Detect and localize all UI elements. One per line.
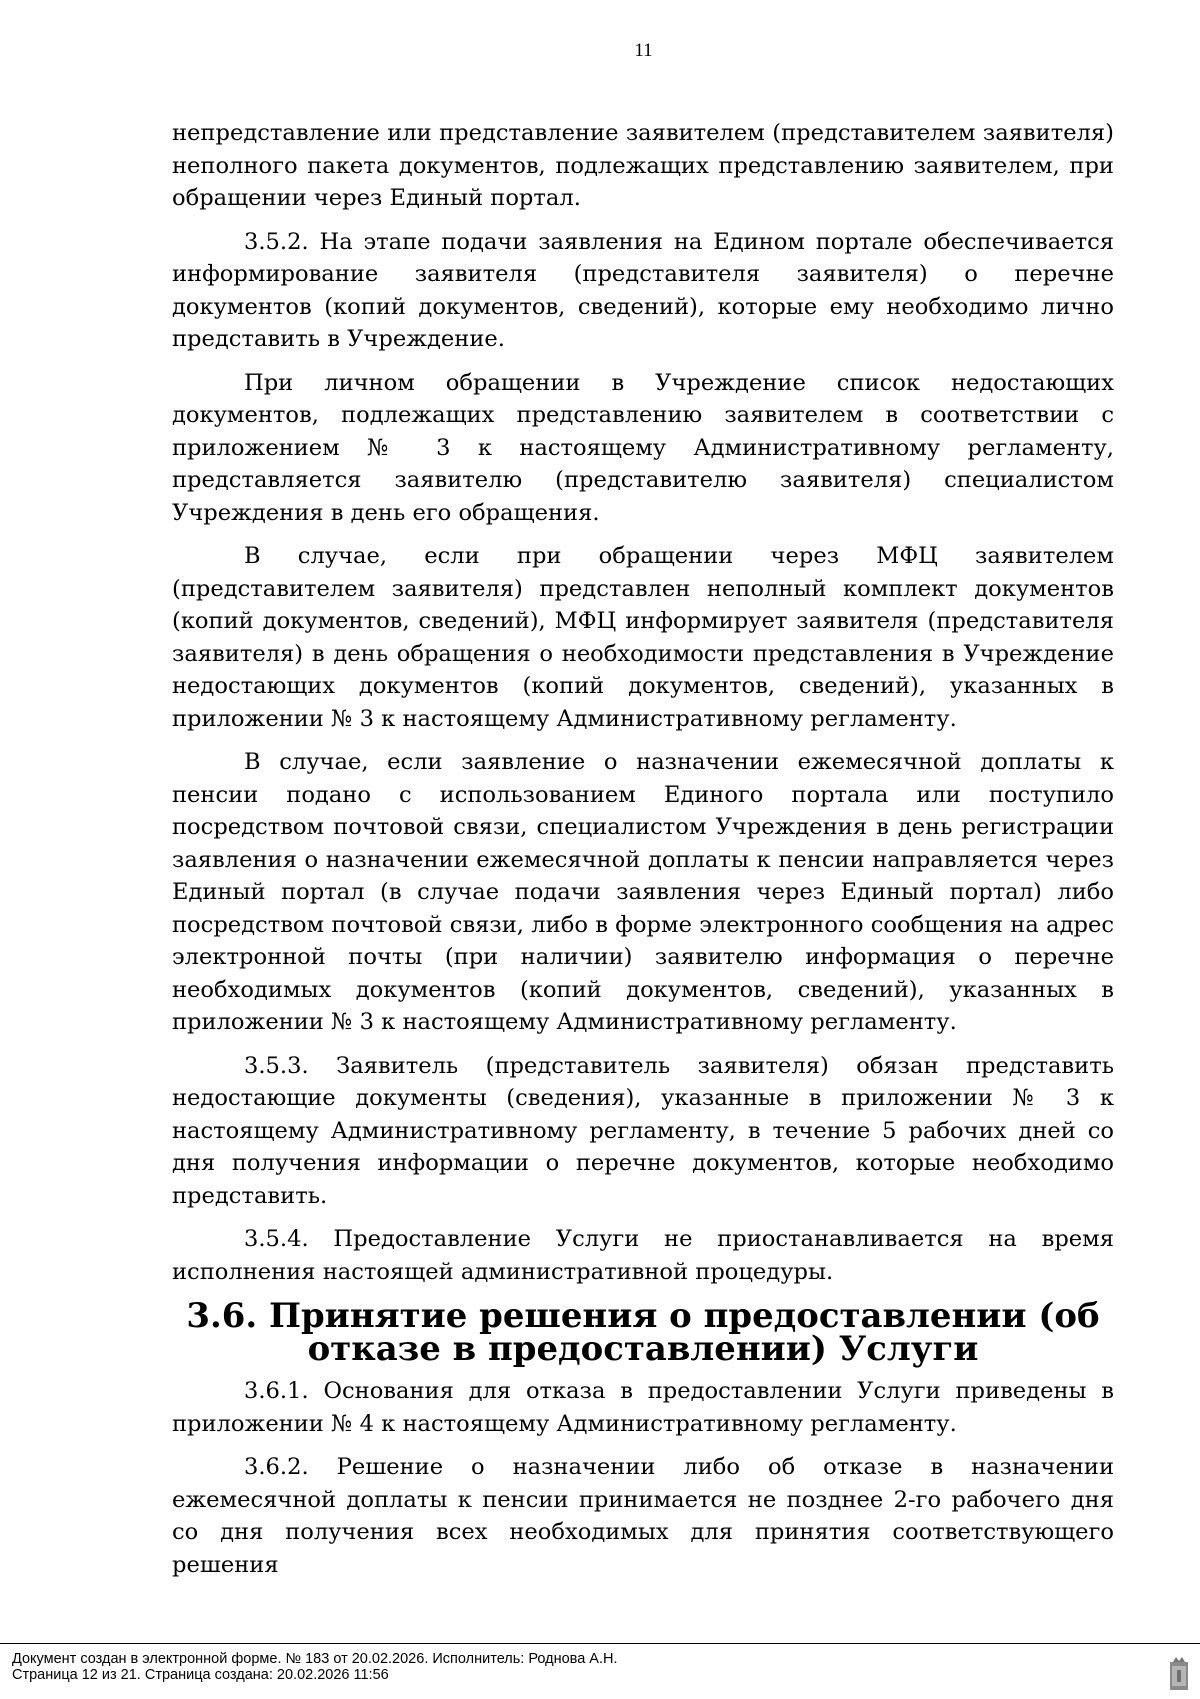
paragraph-3-6-2: 3.6.2. Решение о назначении либо об отказе в назначении ежемесячной доплаты к пенсии принимается не позднее 2-го рабочего дня со дня получения всех необходимых для принятия соответствующего решения: [172, 1454, 1114, 1578]
document-footer: [0, 1643, 1200, 1699]
page-number: 11: [634, 40, 653, 61]
section-heading-3-6: 3.6. Принятие решения о предоставлении (об отказе в предоставлении) Услуги: [186, 1295, 1100, 1368]
paragraph-3-6-1: 3.6.1. Основания для отказа в предоставлении Услуги приведены в приложении № 4 к настоящему Административному регламенту.: [172, 1378, 1114, 1437]
paragraph-3-5-2: 3.5.2. На этапе подачи заявления на Едином портале обеспечивается информирование заявителя (представителя заявителя) о перечне документов (копий документов, сведений), которые ему необходимо лично представить в Учреждение.: [172, 228, 1114, 352]
paragraph-3-5-4: 3.5.4. Предоставление Услуги не приостанавливается на время исполнения настоящей административной процедуры.: [172, 1226, 1114, 1285]
footer-text: [12, 1651, 618, 1683]
paragraph-continued: непредставление или представление заявителем (представителем заявителя) неполного пакета документов, подлежащих представлению заявителем, при обращении через Единый портал.: [172, 120, 1114, 211]
paragraph-mfc: В случае, если при обращении через МФЦ заявителем (представителем заявителя) представлен неполный комплект документов (копий документов, сведений), МФЦ информирует заявителя (представителя заявителя) в день обращения о необходимости представления в Учреждение недостающих документов (копий документов, сведений), указанных в приложении № 3 к настоящему Административному регламенту.: [172, 543, 1114, 732]
paragraph-portal-or-mail: В случае, если заявление о назначении ежемесячной доплаты к пенсии подано с использованием Единого портала или поступило посредством почтовой связи, специалистом Учреждения в день регистрации заявления о назначении ежемесячной доплаты к пенсии направляется через Единый портал (в случае подачи заявления через Единый портал) либо посредством почтовой связи, либо в форме электронного сообщения на адрес электронной почты (при наличии) заявителю информация о перечне необходимых документов (копий документов, сведений), указанных в приложении № 3 к настоящему Административному регламенту.: [172, 749, 1114, 1035]
footer-line-1: Документ создан в электронной форме. № 183 от 20.02.2026. Исполнитель: Роднова А.Н.: [12, 1651, 618, 1667]
paragraph-3-5-3: 3.5.3. Заявитель (представитель заявителя) обязан представить недостающие документы (сведения), указанные в приложении № 3 к настоящему Административному регламенту, в течение 5 рабочих дней со дня получения информации о перечне документов, которые необходимо представить.: [172, 1052, 1114, 1209]
coat-of-arms-icon: [1168, 1656, 1190, 1692]
paragraph-personal-visit: При личном обращении в Учреждение список недостающих документов, подлежащих представлению заявителем в соответствии с приложением № 3 к настоящему Административному регламенту, представляется заявителю (представителю заявителя) специалистом Учреждения в день его обращения.: [172, 369, 1114, 526]
footer-line-2: Страница 12 из 21. Страница создана: 20.02.2026 11:56: [12, 1667, 389, 1683]
document-body: [172, 117, 1114, 1592]
